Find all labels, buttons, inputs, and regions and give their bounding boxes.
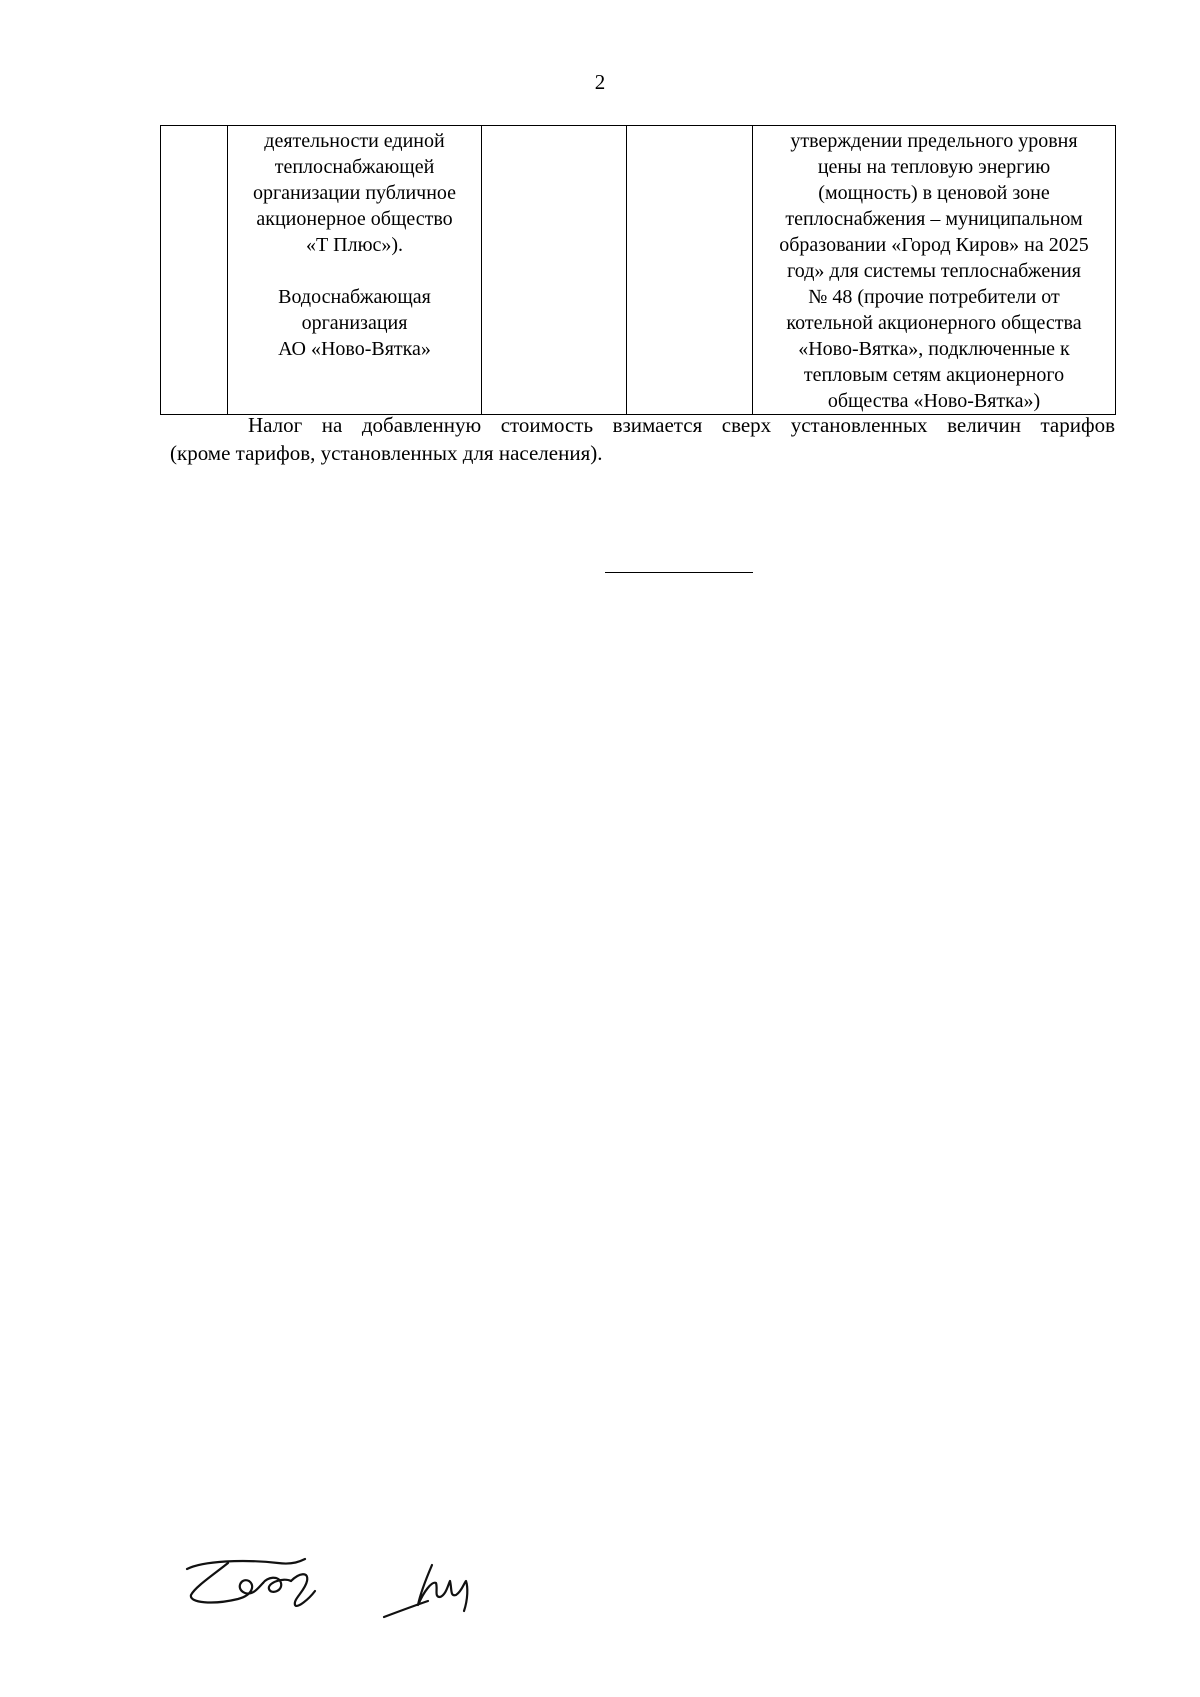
vat-note-line-2: (кроме тарифов, установленных для населения). — [170, 441, 603, 465]
table-cell-basis — [753, 126, 1116, 415]
tariff-table — [160, 125, 1116, 415]
table-cell-empty-2 — [627, 126, 753, 415]
page-number: 2 — [594, 70, 606, 94]
signature-2 — [380, 1555, 495, 1625]
signature-1 — [183, 1555, 333, 1610]
organization-text: деятельности единой теплоснабжающей организации публичное акционерное общество «Т Плюс»). Водоснабжающая организация АО «Ново-Вятка» — [252, 130, 457, 360]
vat-note-line-1: Налог на добавленную стоимость взимается сверх установленных величин тарифов — [248, 413, 1115, 437]
table-cell-empty-1 — [482, 126, 627, 415]
table-cell-number — [161, 126, 228, 415]
table-cell-organization — [228, 126, 482, 415]
basis-text: утверждении предельного уровня цены на тепловую энергию (мощность) в ценовой зоне теплоснабжения – муниципальном образовании «Город Киров» на 2025 год» для системы теплоснабжения № 48 (прочие потребители от котельной акционерного общества «Ново-Вятка», подключенные к тепловым сетям акционерного общества «Ново-Вятка») — [779, 130, 1089, 412]
table-row — [161, 126, 1116, 415]
end-rule — [605, 572, 753, 573]
vat-note — [170, 411, 1115, 467]
